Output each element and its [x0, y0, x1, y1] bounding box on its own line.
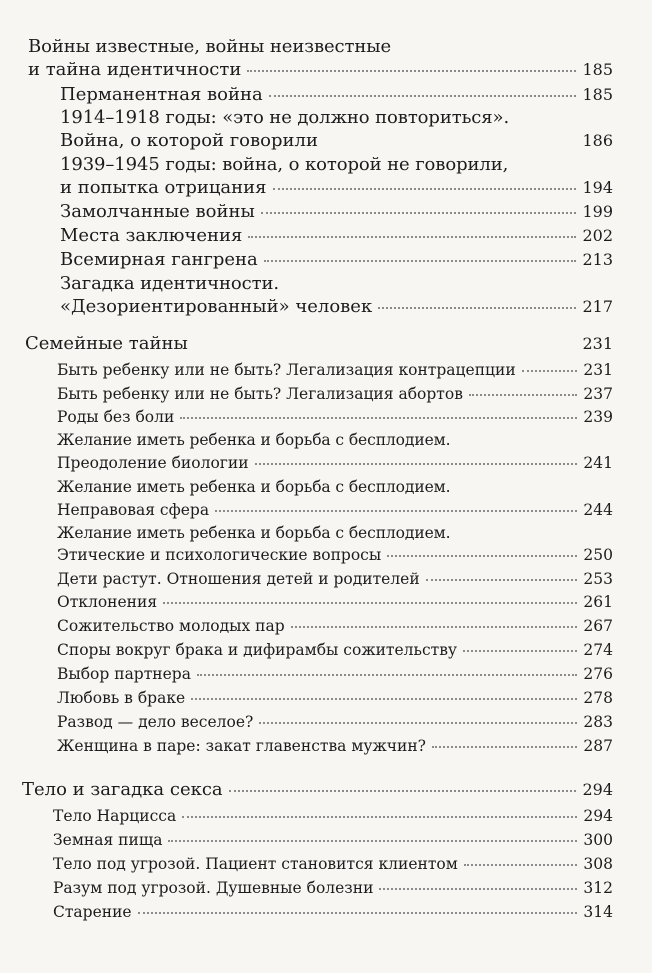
entry-title: Замолчанные войны	[60, 201, 255, 222]
page-number: 294	[582, 780, 613, 799]
entry-title: Выбор партнера	[57, 665, 191, 683]
toc-entry[interactable]	[60, 129, 613, 152]
toc-entry[interactable]	[60, 248, 613, 271]
leader-dots	[432, 746, 577, 748]
leader-dots	[269, 95, 577, 97]
leader-dots	[378, 307, 576, 309]
leader-dots	[255, 463, 578, 465]
entry-title: Перманентная война	[60, 84, 263, 105]
leader-dots	[215, 510, 577, 512]
toc-entry[interactable]	[57, 616, 613, 636]
page-number: 231	[583, 361, 613, 379]
toc-entry[interactable]	[57, 500, 613, 520]
leader-dots	[247, 70, 576, 72]
leader-dots	[191, 698, 577, 700]
entry-title: Война, о которой говорили	[60, 130, 318, 151]
toc-entry[interactable]	[60, 295, 613, 318]
page-number: 237	[583, 385, 613, 403]
toc-entry[interactable]	[57, 736, 613, 756]
toc-entry[interactable]	[60, 176, 613, 199]
toc-entry[interactable]	[57, 592, 613, 612]
toc-entry[interactable]	[53, 902, 613, 922]
section-title: Семейные тайны	[25, 333, 188, 354]
entry-title: Этические и психологические вопросы	[57, 546, 382, 564]
page-number: 300	[583, 831, 613, 849]
section-title-entry[interactable]	[25, 332, 613, 355]
toc-entry[interactable]	[53, 806, 613, 826]
page-number: 239	[583, 408, 613, 426]
page-number: 213	[582, 250, 613, 269]
page-number: 308	[583, 855, 613, 873]
entry-title: Отклонения	[57, 593, 158, 611]
entry-title: и попытка отрицания	[60, 177, 267, 198]
page-number: 274	[583, 641, 613, 659]
section-title-line: и тайна идентичности	[28, 59, 242, 80]
toc-entry[interactable]	[57, 453, 613, 473]
leader-dots	[291, 626, 578, 628]
entry-title: Земная пища	[53, 831, 163, 849]
page-number: 244	[583, 501, 613, 519]
page-number: 276	[583, 665, 613, 683]
entry-title-line: Желание иметь ребенка и борьба с бесплодием.	[57, 478, 451, 496]
entry-title: Сожительство молодых пар	[57, 617, 285, 635]
entry-title: Старение	[53, 903, 132, 921]
entry-title: Всемирная гангрена	[60, 249, 258, 270]
section-title-line: Войны известные, войны неизвестные	[28, 36, 392, 57]
page-number: 267	[583, 617, 613, 635]
entry-title: Тело под угрозой. Пациент становится клиентом	[53, 855, 458, 873]
entry-title-line: 1914–1918 годы: «это не должно повториться».	[60, 107, 510, 128]
page-number: 312	[583, 879, 613, 897]
toc-entry[interactable]	[57, 569, 613, 589]
section-title: Тело и загадка секса	[22, 779, 223, 800]
toc-entry[interactable]	[57, 384, 613, 404]
leader-dots	[264, 260, 577, 262]
leader-dots	[259, 722, 577, 724]
leader-dots	[463, 650, 577, 652]
leader-dots	[387, 555, 577, 557]
toc-entry[interactable]	[60, 224, 613, 247]
page-number: 261	[583, 593, 613, 611]
toc-entry[interactable]	[57, 640, 613, 660]
toc-entry[interactable]	[57, 664, 613, 684]
page-number: 250	[583, 546, 613, 564]
entry-title: Споры вокруг брака и дифирамбы сожительству	[57, 641, 458, 659]
page-number: 283	[583, 713, 613, 731]
entry-title: Преодоление биологии	[57, 454, 249, 472]
entry-title-line: Желание иметь ребенка и борьба с бесплодием.	[57, 524, 451, 542]
page-number: 278	[583, 689, 613, 707]
page-number: 217	[582, 297, 613, 316]
page-number: 314	[583, 903, 613, 921]
leader-dots	[464, 864, 578, 866]
entry-title-line: 1939–1945 годы: война, о которой не говорили,	[60, 154, 509, 175]
page-number: 185	[582, 85, 613, 104]
leader-dots	[273, 188, 577, 190]
toc-entry[interactable]	[53, 878, 613, 898]
toc-entry[interactable]	[57, 712, 613, 732]
toc-entry[interactable]	[57, 688, 613, 708]
leader-dots	[261, 212, 577, 214]
leader-dots	[163, 602, 577, 604]
leader-dots	[379, 888, 577, 890]
leader-dots	[248, 236, 576, 238]
page-number: 253	[583, 570, 613, 588]
entry-title: Развод — дело веселое?	[57, 713, 254, 731]
toc-entry[interactable]	[53, 830, 613, 850]
toc-entry[interactable]	[53, 854, 613, 874]
page-number: 202	[582, 226, 613, 245]
leader-space	[194, 344, 577, 346]
entry-title-line: Загадка идентичности.	[60, 273, 279, 294]
toc-entry[interactable]	[57, 407, 613, 427]
leader-dots	[182, 816, 577, 818]
page-number: 287	[583, 737, 613, 755]
entry-title: Дети растут. Отношения детей и родителей	[57, 570, 420, 588]
section-title-entry[interactable]	[28, 58, 613, 81]
leader-dots	[229, 790, 577, 792]
toc-entry[interactable]	[57, 545, 613, 565]
entry-title: Любовь в браке	[57, 689, 186, 707]
leader-dots	[168, 840, 577, 842]
entry-title: Тело Нарцисса	[53, 807, 177, 825]
toc-entry[interactable]	[60, 200, 613, 223]
entry-title-line: Желание иметь ребенка и борьба с бесплодием.	[57, 431, 451, 449]
entry-title: Неправовая сфера	[57, 501, 210, 519]
leader-space	[324, 141, 577, 143]
entry-title: «Дезориентированный» человек	[60, 296, 373, 317]
entry-title: Роды без боли	[57, 408, 175, 426]
entry-title: Быть ребенку или не быть? Легализация абортов	[57, 385, 463, 403]
entry-title: Женщина в паре: закат главенства мужчин?	[57, 737, 426, 755]
entry-title: Разум под угрозой. Душевные болезни	[53, 879, 374, 897]
entry-title: Места заключения	[60, 225, 243, 246]
page-number: 241	[583, 454, 613, 472]
section-title-entry[interactable]	[22, 778, 613, 801]
leader-dots	[522, 370, 578, 372]
page-number: 199	[582, 202, 613, 221]
leader-dots	[469, 394, 577, 396]
leader-dots	[138, 912, 578, 914]
toc-entry[interactable]	[57, 360, 613, 380]
page-number: 186	[582, 131, 613, 150]
leader-dots	[426, 579, 578, 581]
entry-title: Быть ребенку или не быть? Легализация контрацепции	[57, 361, 516, 379]
leader-dots	[197, 674, 577, 676]
page-number: 231	[582, 334, 613, 353]
page-number: 294	[583, 807, 613, 825]
leader-dots	[180, 417, 577, 419]
toc-entry[interactable]	[60, 83, 613, 106]
page-number: 194	[582, 178, 613, 197]
page-number: 185	[582, 60, 613, 79]
